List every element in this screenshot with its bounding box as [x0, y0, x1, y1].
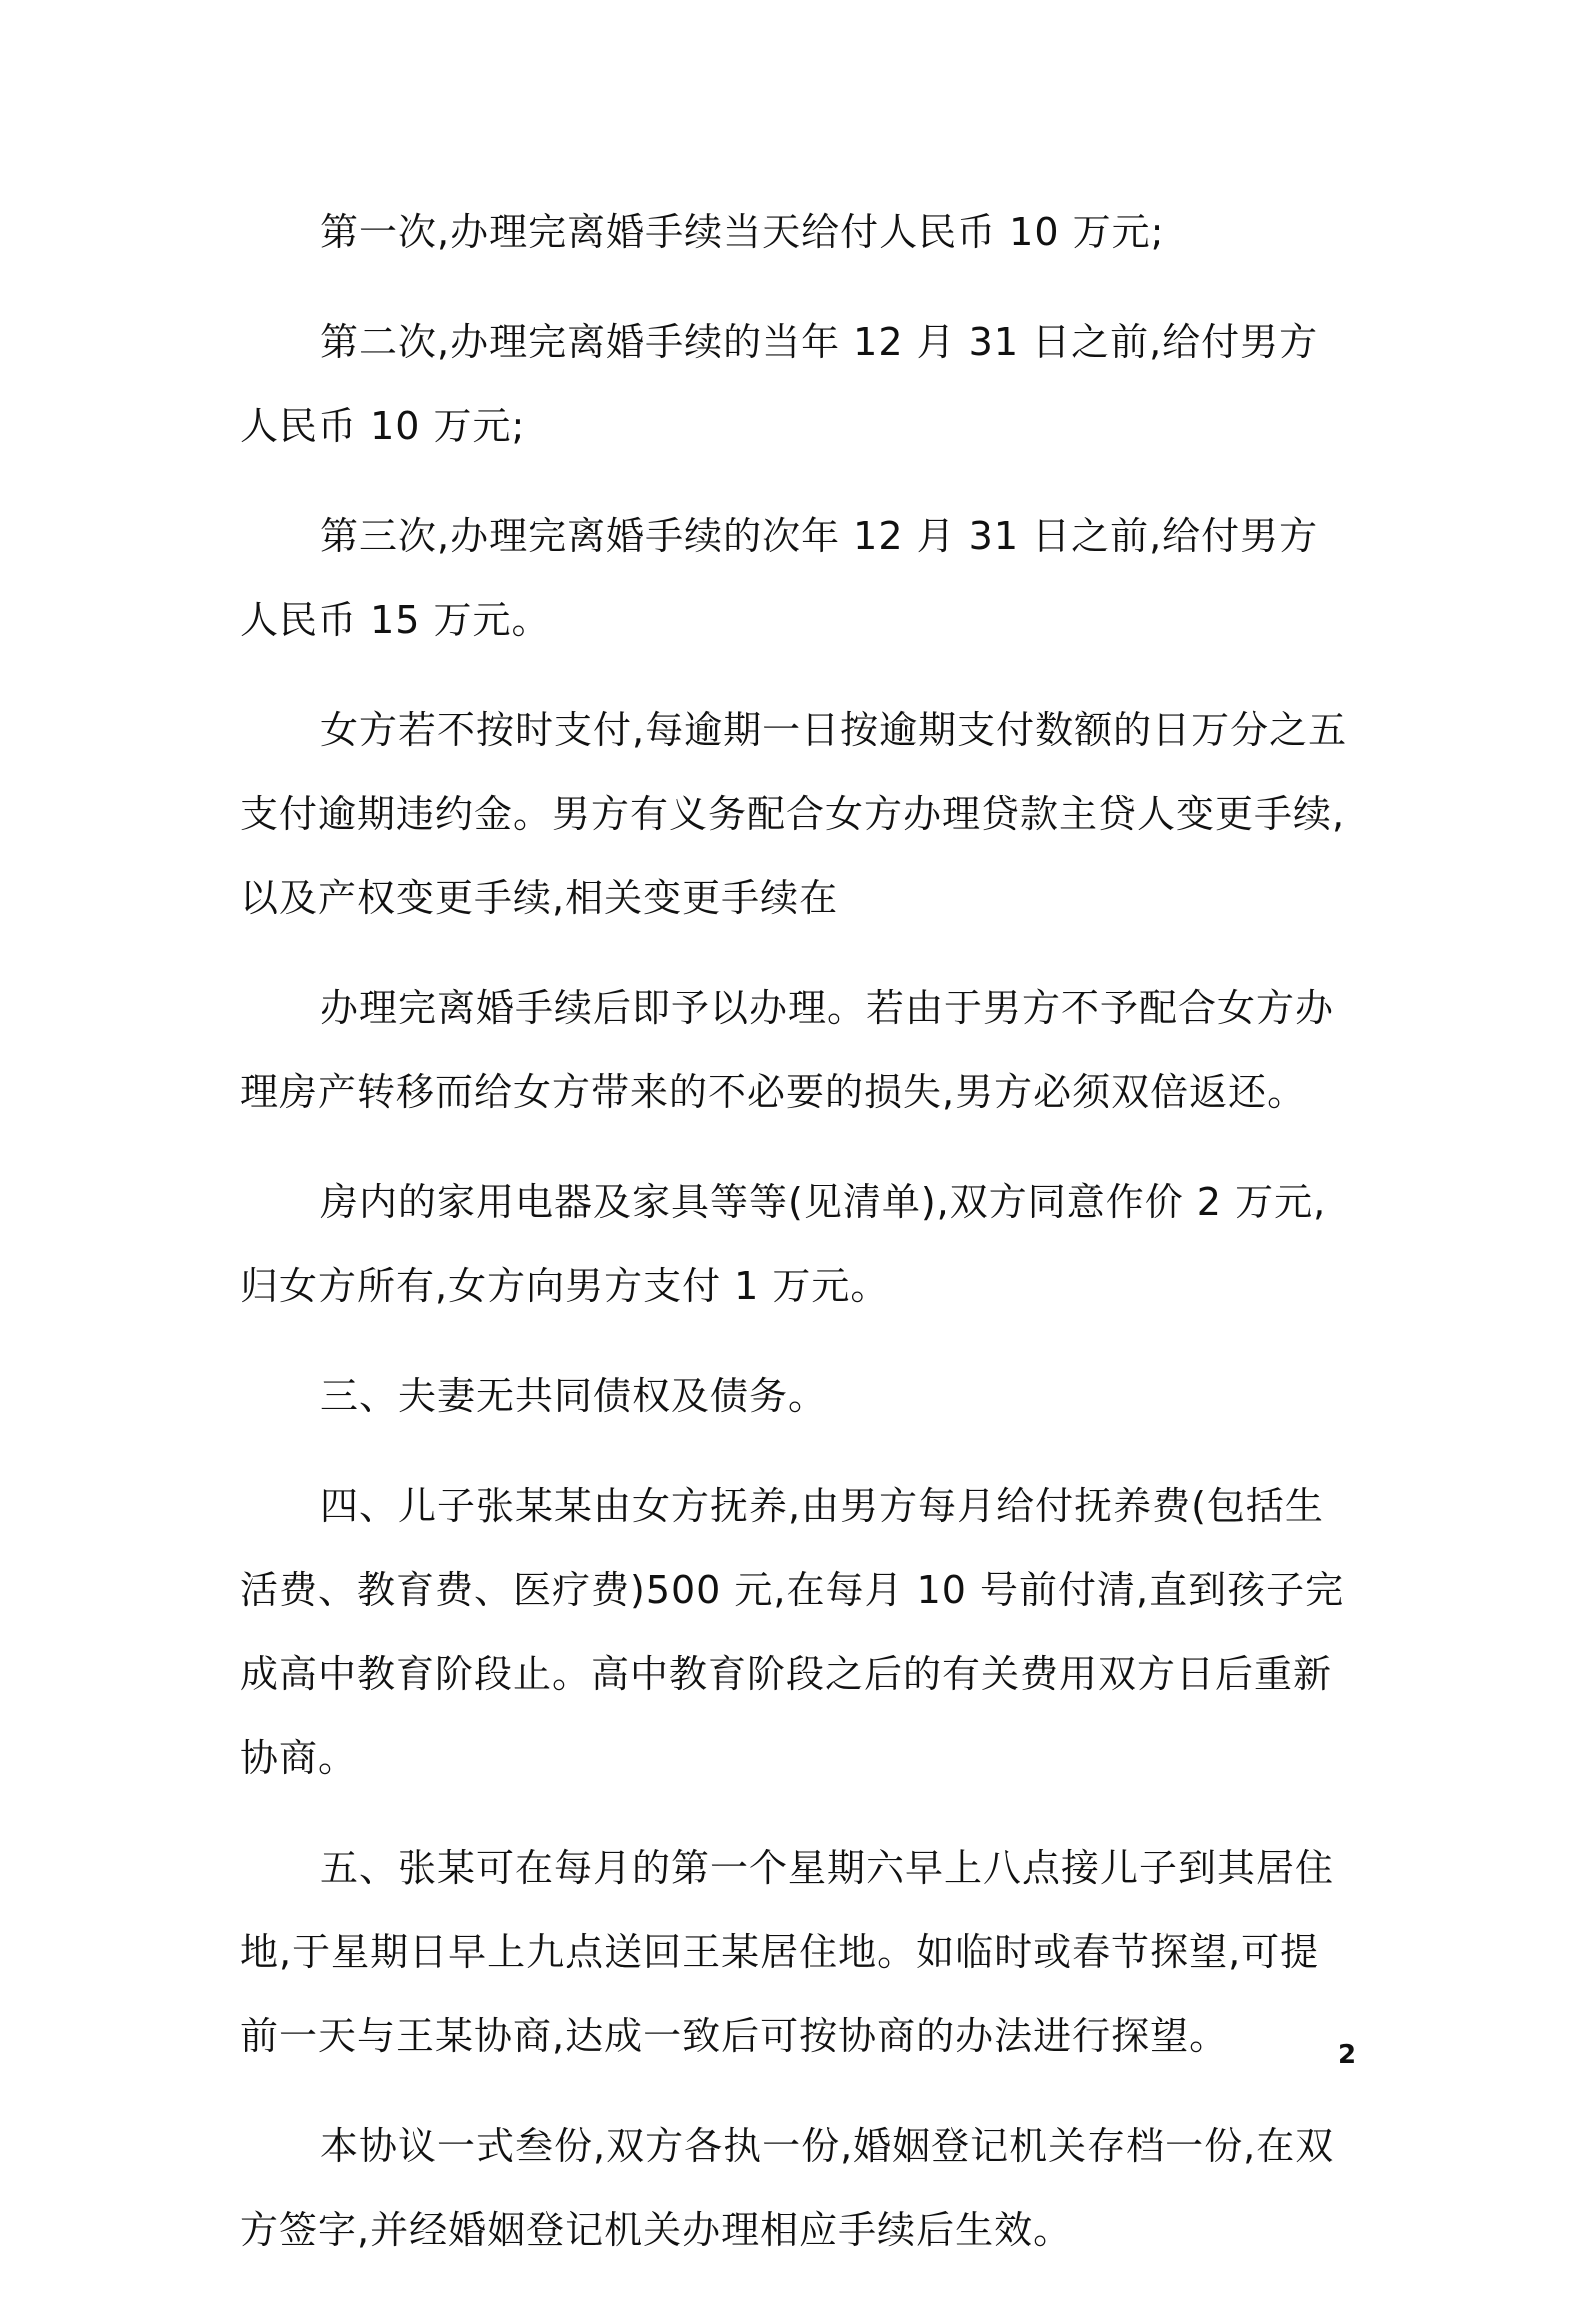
paragraph-payment-first: 第一次,办理完离婚手续当天给付人民币 10 万元;	[320, 210, 1165, 254]
paragraph-late-penalty: 女方若不按时支付,每逾期一日按逾期支付数额的日万分之五支付逾期违约金。男方有义务配合女方办理贷款主贷人变更手续,以及产权变更手续,相关变更手续在	[240, 708, 1348, 920]
paragraph-visitation: 五、张某可在每月的第一个星期六早上八点接儿子到其居住地,于星期日早上九点送回王某居住地。如临时或春节探望,可提前一天与王某协商,达成一致后可按协商的办法进行探望。	[240, 1846, 1335, 2058]
page-number: 2	[1338, 2040, 1357, 2070]
paragraph-transfer-obligation: 办理完离婚手续后即予以办理。若由于男方不予配合女方办理房产转移而给女方带来的不必要的损失,男方必须双倍返还。	[240, 986, 1335, 1114]
document-body	[240, 190, 1348, 2298]
paragraph-effectiveness: 本协议一式叁份,双方各执一份,婚姻登记机关存档一份,在双方签字,并经婚姻登记机关办理相应手续后生效。	[240, 2124, 1335, 2252]
paragraph-payment-second: 第二次,办理完离婚手续的当年 12 月 31 日之前,给付男方人民币 10 万元;	[240, 320, 1319, 448]
paragraph-appliances: 房内的家用电器及家具等等(见清单),双方同意作价 2 万元,归女方所有,女方向男方支付 1 万元。	[240, 1180, 1327, 1308]
paragraph-debts: 三、夫妻无共同债权及债务。	[320, 1374, 828, 1418]
paragraph-payment-third: 第三次,办理完离婚手续的次年 12 月 31 日之前,给付男方人民币 15 万元。	[240, 514, 1319, 642]
paragraph-child-support: 四、儿子张某某由女方抚养,由男方每月给付抚养费(包括生活费、教育费、医疗费)500 元,在每月 10 号前付清,直到孩子完成高中教育阶段止。高中教育阶段之后的有关费用双方日后重新协商。	[240, 1484, 1345, 1780]
